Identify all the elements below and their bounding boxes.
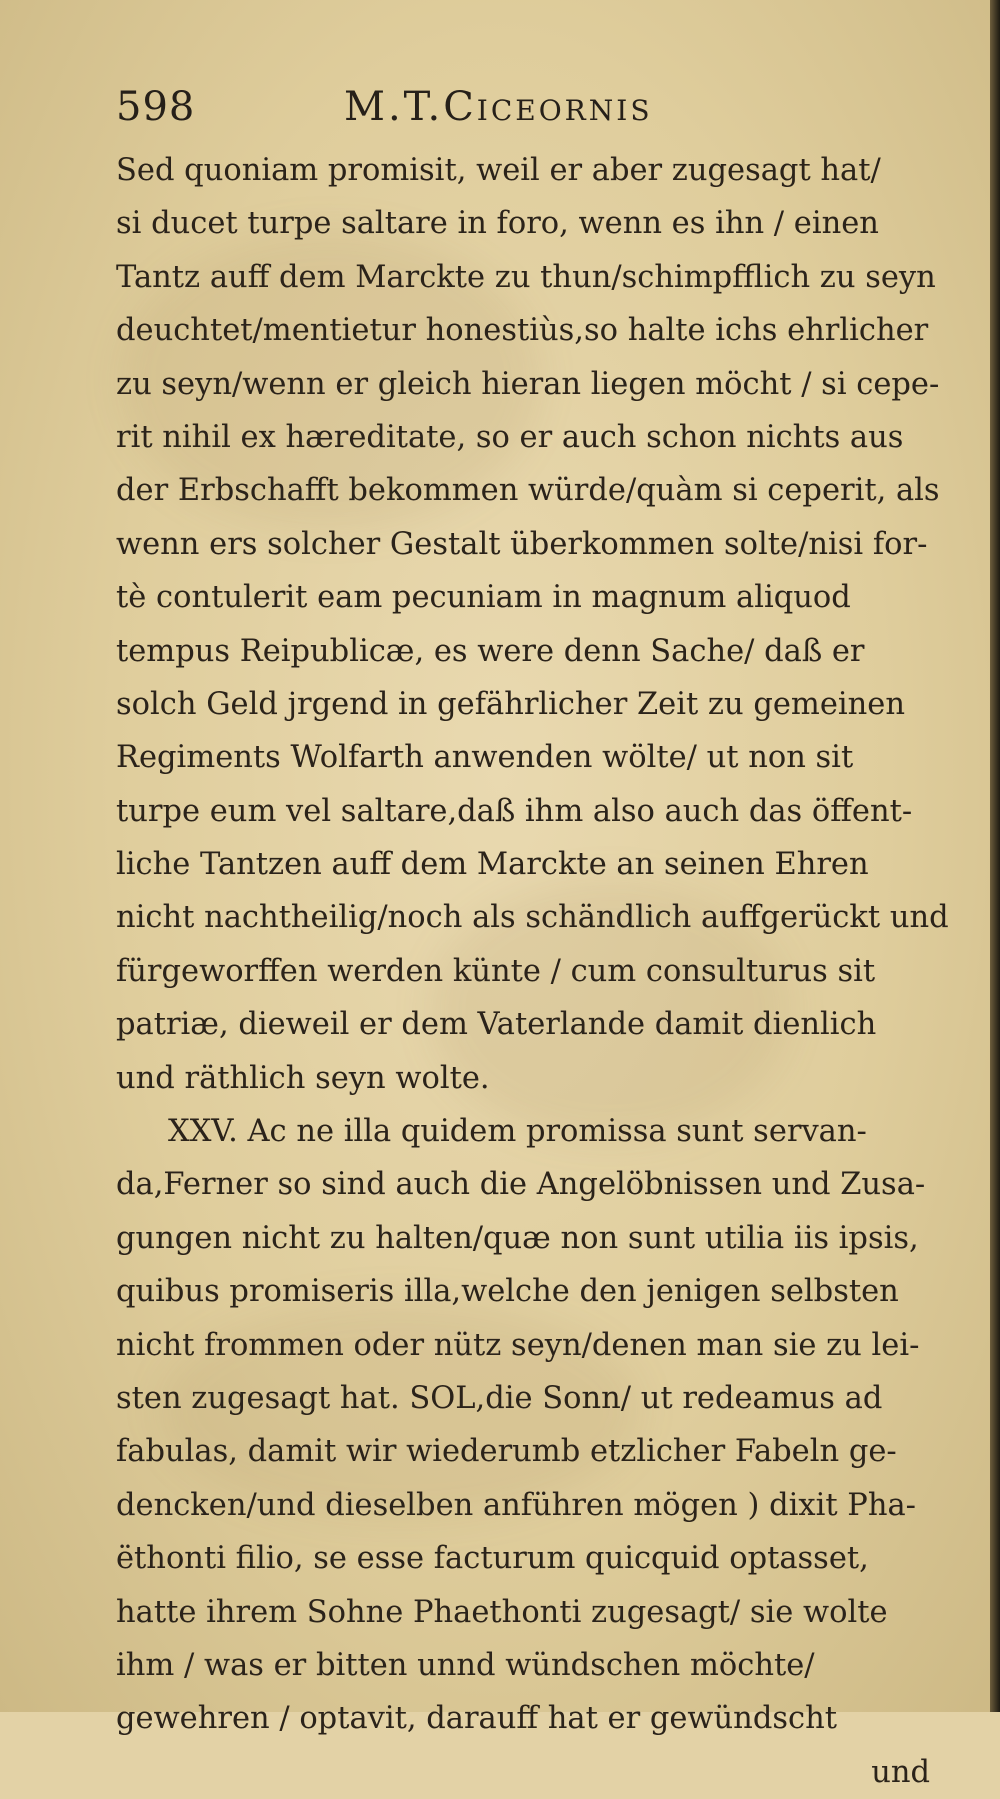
catchword: und — [871, 1754, 930, 1790]
text-line: patriæ, dieweil er dem Vaterlande damit dienlich — [116, 1007, 877, 1043]
page-header — [116, 84, 916, 140]
text-line: Tantz auff dem Marckte zu thun/schimpfflich zu seyn — [116, 259, 936, 295]
text-line: gungen nicht zu halten/quæ non sunt utilia iis ipsis, — [116, 1220, 919, 1256]
text-line: und räthlich seyn wolte. — [116, 1060, 490, 1096]
page-number: 598 — [116, 84, 196, 130]
text-line: tè contulerit eam pecuniam in magnum aliquod — [116, 580, 851, 616]
text-line: wenn ers solcher Gestalt überkommen solte/nisi for- — [116, 526, 928, 562]
text-line: zu seyn/wenn er gleich hieran liegen möcht / si cepe- — [116, 366, 940, 402]
text-line: da,Ferner so sind auch die Angelöbnissen und Zusa- — [116, 1167, 926, 1203]
text-line: sten zugesagt hat. SOL,die Sonn/ ut redeamus ad — [116, 1380, 883, 1416]
text-line: Regiments Wolfarth anwenden wölte/ ut non sit — [116, 740, 854, 776]
text-line: fürgeworffen werden künte / cum consulturus sit — [116, 953, 876, 989]
running-title: M.T.Ciceornis — [344, 84, 653, 130]
text-line: gewehren / optavit, darauff hat er gewündscht — [116, 1701, 837, 1737]
text-line: hatte ihrem Sohne Phaethonti zugesagt/ sie wolte — [116, 1594, 888, 1630]
text-line: turpe eum vel saltare,daß ihm also auch das öffent- — [116, 793, 913, 829]
page-edge-shadow — [990, 0, 1000, 1712]
text-line: liche Tantzen auff dem Marckte an seinen Ehren — [116, 847, 869, 883]
text-line: dencken/und dieselben anführen mögen ) dixit Pha- — [116, 1487, 916, 1523]
text-line: deuchtet/mentietur honestiùs,so halte ichs ehrlicher — [116, 313, 929, 349]
text-line: quibus promiseris illa,welche den jenigen selbsten — [116, 1274, 899, 1310]
text-line: si ducet turpe saltare in foro, wenn es ihn / einen — [116, 206, 879, 242]
text-line: Sed quoniam promisit, weil er aber zugesagt hat/ — [116, 153, 881, 188]
text-line: ihm / was er bitten unnd wündschen möchte/ — [116, 1647, 815, 1683]
text-line: nicht nachtheilig/noch als schändlich auffgerückt und — [116, 900, 949, 936]
text-line: nicht frommen oder nütz seyn/denen man sie zu lei- — [116, 1327, 920, 1363]
paragraph-start-line: XXV. Ac ne illa quidem promissa sunt servan- — [168, 1114, 867, 1150]
text-line: der Erbschafft bekommen würde/quàm si ceperit, als — [116, 473, 940, 509]
text-line: tempus Reipublicæ, es were denn Sache/ daß er — [116, 633, 865, 669]
body-text — [116, 144, 949, 1799]
text-line: fabulas, damit wir wiederumb etzlicher Fabeln ge- — [116, 1434, 897, 1470]
text-line: solch Geld jrgend in gefährlicher Zeit zu gemeinen — [116, 686, 905, 722]
text-line: rit nihil ex hæreditate, so er auch schon nichts aus — [116, 419, 904, 455]
text-line: ëthonti filio, se esse facturum quicquid optasset, — [116, 1541, 869, 1577]
